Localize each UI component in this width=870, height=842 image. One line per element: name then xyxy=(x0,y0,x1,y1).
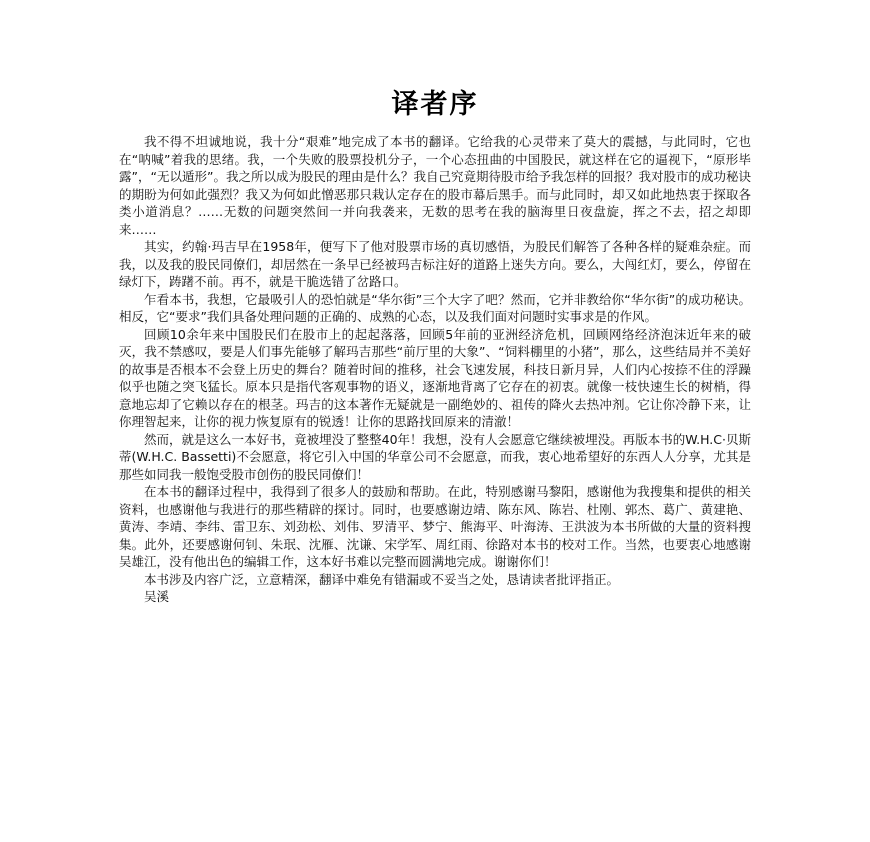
paragraph: 乍看本书，我想，它最吸引人的恐怕就是“华尔街”三个大字了吧？然而，它并非教给你“华尔街”的成功秘诀。相反，它“要求”我们具备处理问题的正确的、成熟的心态，以及我们面对问题时实事求是的作风。 xyxy=(119,291,751,324)
paragraph: 然而，就是这么一本好书，竟被埋没了整整40年！我想，没有人会愿意它继续被埋没。再版本书的W.H.C·贝斯蒂(W.H.C. Bassetti)不会愿意，将它引入中国的华章公司不会愿意，而我，衷心地希望好的东西人人分享，尤其是那些如同我一般饱受股市创伤的股民同僚们！ xyxy=(119,431,751,482)
paragraph: 在本书的翻译过程中，我得到了很多人的鼓励和帮助。在此，特别感谢马黎阳，感谢他为我搜集和提供的相关资料，也感谢他与我进行的那些精辟的探讨。同时，也要感谢边靖、陈东风、陈岩、杜刚、郭杰、葛广、黄建艳、黄涛、李靖、李纬、雷卫东、刘劲松、刘伟、罗清平、梦宁、熊海平、叶海涛、王洪波为本书所做的大量的资料搜集。此外，还要感谢何钊、朱珉、沈雁、沈谦、宋学军、周红雨、徐路对本书的校对工作。当然，也要衷心地感谢吴雄江，没有他出色的编辑工作，这本好书难以完整而圆满地完成。谢谢你们！ xyxy=(119,484,751,569)
paragraph: 其实，约翰·玛吉早在1958年，便写下了他对股票市场的真切感悟，为股民们解答了各种各样的疑难杂症。而我，以及我的股民同僚们，却居然在一条早已经被玛吉标注好的道路上迷失方向。要么，大闯红灯，要么，停留在绿灯下，踌躇不前。再不，就是干脆选错了岔路口。 xyxy=(119,239,751,289)
paragraph: 本书涉及内容广泛，立意精深，翻译中难免有错漏或不妥当之处，恳请读者批评指正。 xyxy=(144,571,620,587)
paragraph: 我不得不坦诚地说，我十分“艰难”地完成了本书的翻译。它给我的心灵带来了莫大的震撼，与此同时，它也在“呐喊”着我的思绪。我，一个失败的股票投机分子，一个心态扭曲的中国股民，就这样在它的逼视下，“原形毕露”，“无以遁形”。我之所以成为股民的理由是什么？我自己究竟期待股市给予我怎样的回报？我对股市的成功秘诀的期盼为何如此强烈？我又为何如此憎恶那只栽认定存在的股市幕后黑手。而与此同时，却又如此地热衷于探取各类小道消息？……无数的问题突然间一并向我袭来，无数的思考在我的脑海里日夜盘旋，挥之不去，招之却即来…… xyxy=(119,134,751,237)
document-body xyxy=(119,133,751,606)
paragraph: 回顾10余年来中国股民们在股市上的起起落落，回顾5年前的亚洲经济危机，回顾网络经济泡沫近年来的破灭，我不禁感叹，要是人们事先能够了解玛吉那些“前厅里的大象”、“饲料棚里的小猪”，那么，这些结局并不美好的故事是否根本不会登上历史的舞台？随着时间的推移，社会飞速发展，科技日新月异，人们内心按捺不住的浮躁似乎也随之突飞猛长。原本只是指代客观事物的语义，逐渐地背离了它存在的初衷。就像一枝快速生长的树梢，得意地忘却了它赖以存在的根茎。玛吉的这本著作无疑就是一副绝妙的、祖传的降火去热冲剂。它让你冷静下来，让你理智起来，让你的视力恢复原有的锐透！让你的思路找回原来的清澈！ xyxy=(119,326,751,429)
document-title: 译者序 xyxy=(391,89,479,120)
translator-signature: 吴溪 xyxy=(144,589,170,604)
